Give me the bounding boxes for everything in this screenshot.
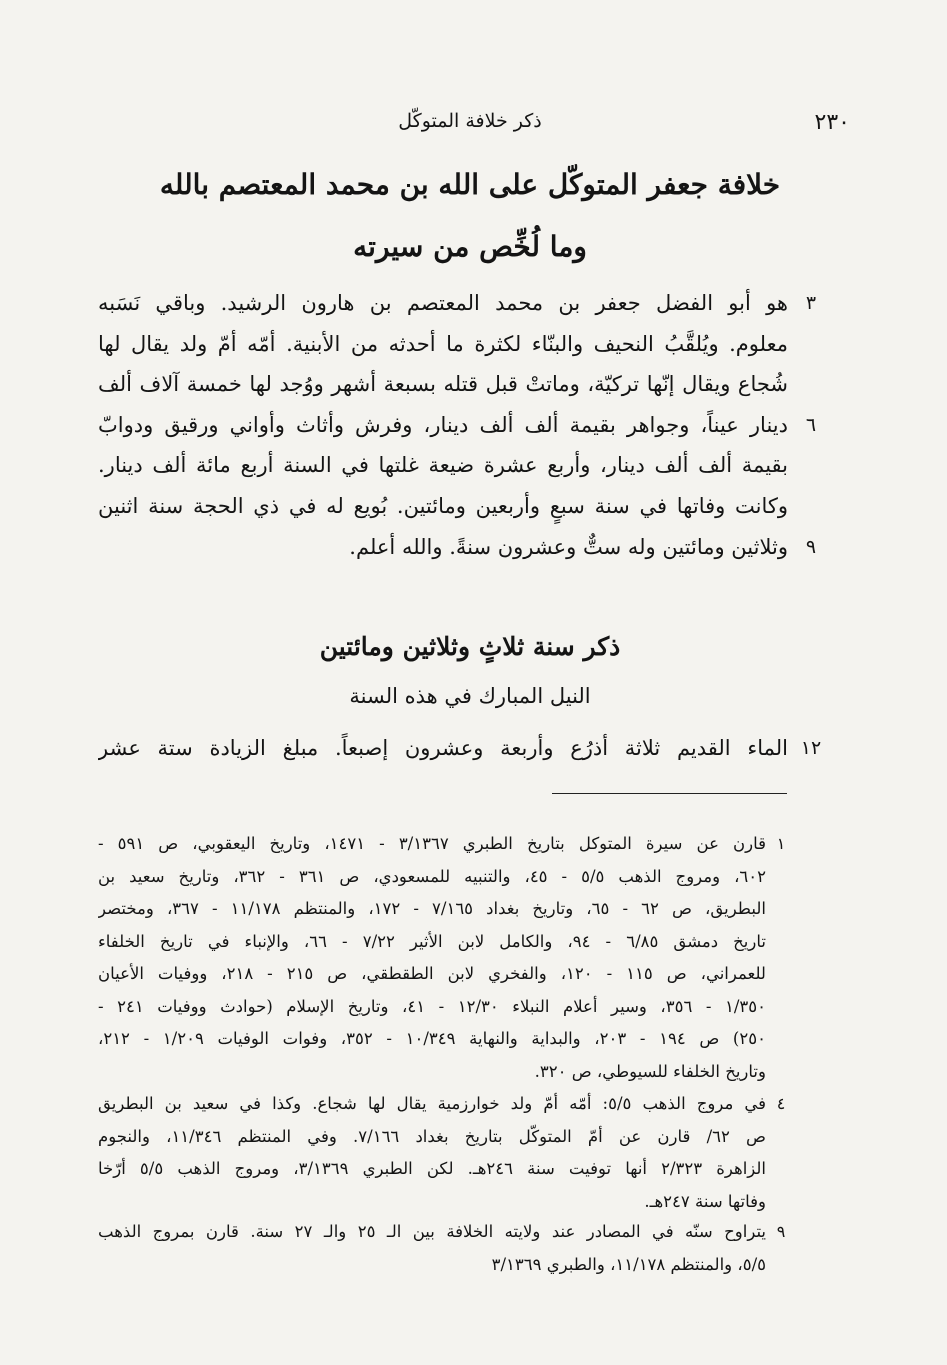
text-line: شُجاع ويقال إنّها تركيّة، وماتتْ قبل قتله بسبعة أشهر ووُجد لها خمسة آلاف ألف xyxy=(98,372,788,397)
line-number: ١٢ xyxy=(800,737,822,759)
line-number: ٦ xyxy=(805,414,817,436)
section-text xyxy=(98,728,788,769)
footnote-line: وتاريخ الخلفاء للسيوطي، ص ٣٢٠. xyxy=(534,1061,766,1081)
footnote-line: يتراوح سنّه في المصادر عند ولايته الخلافة بين الـ ٢٥ والـ ٢٧ سنة. قارن بمروج الذهب xyxy=(98,1222,766,1241)
footnote-line: للعمراني، ص ١١٥ - ١٢٠، والفخري لابن الطقطقي، ص ٢١٥ - ٢١٨، ووفيات الأعيان xyxy=(98,964,766,983)
footnote-9 xyxy=(98,1216,766,1281)
line-number: ٩ xyxy=(805,536,817,558)
section-heading: ذكر سنة ثلاثٍ وثلاثين ومائتين xyxy=(319,632,621,661)
text-line: بقيمة ألف ألف دينار، وأربع عشرة ضيعة غلتها في السنة أربع مائة ألف دينار. xyxy=(98,453,788,478)
page-header xyxy=(90,110,850,142)
chapter-subtitle: وما لُخِّص من سيرته xyxy=(353,230,587,263)
footnote-line: تاريخ دمشق ٦/٨٥ - ٩٤، والكامل لابن الأثير ٧/٢٢ - ٦٦، والإنباء في تاريخ الخلفاء xyxy=(98,931,766,951)
section-subheading: النيل المبارك في هذه السنة xyxy=(349,684,591,708)
footnote-line: ٢٥٠) ص ١٩٤ - ٢٠٣، والبداية والنهاية ١٠/٣٤٩ - ٣٥٢، وفوات الوفيات ١/٢٠٩ - ٢١٢، xyxy=(98,1029,766,1048)
text-line: هو أبو الفضل جعفر بن محمد المعتصم بن هارون الرشيد. وباقي نَسَبه xyxy=(98,291,788,315)
footnote-divider xyxy=(552,793,787,794)
text-line: وكانت وفاتها في سنة سبعٍ وأربعين ومائتين. بُويع له في ذي الحجة سنة اثنين xyxy=(98,493,788,518)
footnote-ref-number: ١ xyxy=(776,834,786,853)
page-number: ٢٣٠ xyxy=(814,110,850,135)
main-text xyxy=(98,283,788,567)
line-number: ٣ xyxy=(805,292,817,314)
text-line: معلوم. ويُلقَّبُ النحيف والبنّاء لكثرة ما أحدثه من الأبنية. أمّه أمّ ولد يقال لها xyxy=(98,331,788,356)
footnote-line: قارن عن سيرة المتوكل بتاريخ الطبري ٣/١٣٦٧ - ١٤٧١، وتاريخ اليعقوبي، ص ٥٩١ - xyxy=(98,834,766,853)
footnote-1 xyxy=(98,828,766,1088)
footnote-4 xyxy=(98,1088,766,1218)
text-line: وثلاثين ومائتين وله ستٌّ وعشرون سنةً. والله أعلم. xyxy=(349,534,788,559)
footnote-line: ص ٦٢/ قارن عن أمّ المتوكّل بتاريخ بغداد ٧/١٦٦. وفي المنتظم ١١/٣٤٦، والنجوم xyxy=(98,1126,766,1146)
footnote-ref-number: ٩ xyxy=(776,1222,786,1241)
footnote-line: في مروج الذهب ٥/٥: أمّه أمّ ولد خوارزمية يقال لها شجاع. وكذا في سعيد بن البطريق xyxy=(98,1094,766,1113)
text-line: الماء القديم ثلاثة أذرُع وأربعة وعشرون إصبعاً. مبلغ الزيادة ستة عشر xyxy=(98,736,788,760)
running-title: ذكر خلافة المتوكّل xyxy=(398,110,542,132)
footnote-line: ١/٣٥٠ - ٣٥٦، وسير أعلام النبلاء ١٢/٣٠ - ٤١، وتاريخ الإسلام (حوادث ووفيات ٢٤١ - xyxy=(98,996,766,1016)
footnote-line: الزاهرة ٢/٣٢٣ أنها توفيت سنة ٢٤٦هـ. لكن الطبري ٣/١٣٦٩، ومروج الذهب ٥/٥ أرّخا xyxy=(98,1159,766,1178)
chapter-title: خلافة جعفر المتوكّل على الله بن محمد المعتصم بالله xyxy=(159,168,781,201)
footnote-line: ٥/٥، والمنتظم ١١/١٧٨، والطبري ٣/١٣٦٩ xyxy=(491,1254,766,1274)
footnote-line: وفاتها سنة ٢٤٧هـ. xyxy=(644,1191,766,1211)
footnote-ref-number: ٤ xyxy=(776,1094,786,1113)
text-line: دينار عيناً، وجواهر بقيمة ألف ألف دينار، وفرش وأثاث وأواني ورقيق ودوابّ xyxy=(98,412,788,437)
footnote-line: البطريق، ص ٦٢ - ٦٥، وتاريخ بغداد ٧/١٦٥ - ١٧٢، والمنتظم ١١/١٧٨ - ٣٦٧، ومختصر xyxy=(98,899,766,918)
footnote-line: ٦٠٢، ومروج الذهب ٥/٥ - ٤٥، والتنبيه للمسعودي، ص ٣٦١ - ٣٦٢، وتاريخ سعيد بن xyxy=(98,866,766,886)
